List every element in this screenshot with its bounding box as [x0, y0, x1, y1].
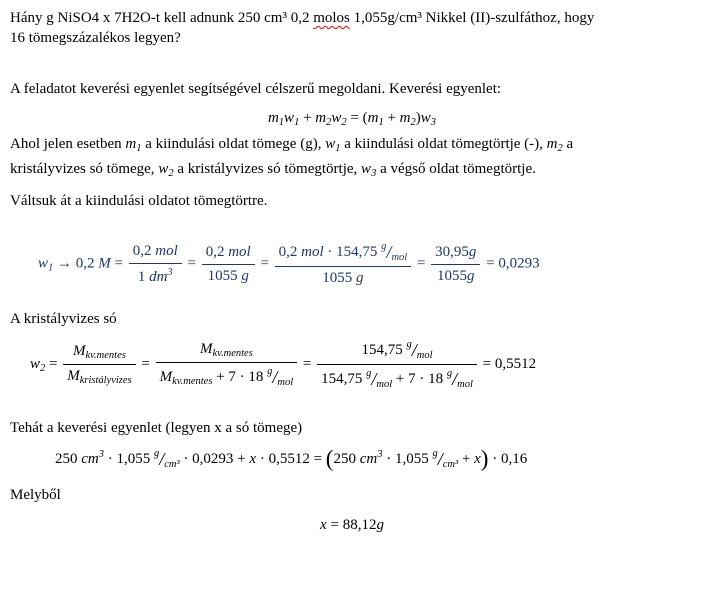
unit-numerator: g [154, 448, 160, 460]
fraction-numerator: 0,2 mol · 154,75 $^g/_{mol}$ [275, 240, 412, 267]
fraction-denominator: 1 $dm^3$ [137, 266, 173, 285]
fraction-slash: / [272, 367, 278, 388]
unit-numerator: g [381, 241, 387, 253]
w2-equation: $w_2$ = $\frac{M_{kv.mentes}}{M_{kristályvizes}}$ = $\frac{M_{kv.mentes}}{M_{kv.mentes} + 7 \cdot 18 ^g/_{mol}}$ = $\frac{154,75 ^g/_{mol}}{154,75 ^g/_{mol} + 7 \cdot 18 ^g/_{mol}}$ = 0,5512 [30, 339, 537, 391]
misspelled-word: molos [313, 10, 350, 26]
full-mixing-equation: 250 $cm^3 \cdot 1,055$ $^g/_{cm^3} \cdot 0,0293 + x \cdot 0,5512 = (250$ $cm^3 \cdot 1,055$ $^g/_{cm^3} + x) \cdot 0,16$ [55, 446, 528, 472]
unit-numerator: g [267, 366, 273, 378]
mixing-equation-intro-paragraph: Tehát a keverési egyenlet (legyen x a só tömege) [10, 420, 303, 437]
fraction-slash: / [411, 340, 417, 360]
unit-denominator: cm³ [164, 459, 180, 471]
fraction [156, 340, 298, 389]
fraction-denominator: $M_{kv.mentes} + 7 \cdot 18$ $^g/_{mol}$ [159, 366, 294, 389]
fraction-slash: / [437, 449, 443, 470]
fraction [275, 240, 412, 288]
fraction-numerator: 154,75 $^g/_{mol}$ [317, 338, 477, 365]
w1-equation: $w_1 \to 0,2$ M = $\frac{\text{0,2 mol}}{1 dm^3}$ = $\frac{\text{0,2 mol}}{1055 g}$ = $\frac{0,2 mol \cdot 154,75 ^g/_{mol}}{1055 g}$ = $\frac{30,95g}{1055g}$ = 0,0293 [38, 241, 540, 287]
method-intro-paragraph: A feladatot keverési egyenlet segítségével célszerű megoldani. Keverési egyenlet: [10, 81, 502, 97]
fraction-denominator: 154,75 $^g/_{mol} + 7 \cdot 18$ $^g/_{mol}$ [321, 368, 473, 391]
unit-fraction [366, 368, 393, 391]
unit-fraction [446, 368, 473, 391]
fraction [202, 243, 255, 286]
fraction [63, 342, 135, 387]
unit-denominator: mol [391, 252, 408, 264]
mixing-equation: $m_1w_1 + m_2w_2 = (m_1 + m_2)w_3$ [267, 110, 437, 128]
unit-numerator: g [432, 448, 438, 460]
fraction [129, 242, 182, 287]
unit-fraction [381, 241, 408, 264]
fraction-numerator: 0,2 mol [202, 243, 255, 265]
unit-denominator: mol [277, 377, 294, 389]
fraction-denominator: 1055g [437, 267, 475, 284]
unit-denominator: mol [376, 379, 393, 391]
fraction [317, 338, 477, 391]
fraction-denominator: 1055 g [207, 267, 249, 284]
question-paragraph: Hány g NiSO4 x 7H2O-t kell adnunk 250 cm³ 0,2 molos 1,055g/cm³ Nikkel (II)-szulfáthoz, hogy 16 tömegszázalékos legyen? [10, 10, 595, 46]
unit-denominator: mol [416, 350, 433, 361]
fraction-numerator: $M_{kv.mentes}$ [156, 340, 298, 363]
unit-denominator: cm³ [442, 459, 459, 471]
fraction-numerator: $M_{kv.mentes}$ [63, 342, 135, 365]
fraction-slash: / [452, 369, 458, 390]
variables-explanation-paragraph: Ahol jelen esetben $m_1$ a kiindulási oldat tömege (g), $w_1$ a kiindulási oldat tömegtörtje (-), $m_2$ a kristályvizes só tömege, $w_2$ a kristályvizes só tömegtörtje, $w_3$ a végső oldat tömegtörtje. [10, 136, 574, 180]
fraction-numerator: 30,95g [431, 243, 480, 265]
unit-fraction [267, 366, 294, 389]
from-which-paragraph: Melyből [10, 487, 61, 503]
convert-paragraph: Váltsuk át a kiindulási oldatot tömegtörtre. [10, 193, 268, 210]
fraction-slash: / [386, 242, 392, 263]
fraction-slash: / [159, 449, 165, 470]
fraction-denominator: 1055 g [322, 270, 364, 287]
fraction-denominator: $M_{kristályvizes}$ [67, 368, 132, 387]
result-equation: x = 88,12g [320, 517, 384, 533]
unit-numerator: g [446, 368, 453, 380]
fraction [431, 243, 480, 286]
crystal-salt-paragraph: A kristályvizes só [10, 311, 117, 327]
fraction-slash: / [371, 369, 377, 390]
unit-numerator: g [406, 339, 412, 350]
unit-fraction [154, 448, 180, 471]
unit-numerator: g [366, 368, 372, 380]
fraction-numerator: 0,2 mol [129, 242, 182, 264]
unit-denominator: mol [457, 379, 473, 391]
unit-fraction [406, 339, 433, 361]
unit-fraction [432, 448, 459, 471]
